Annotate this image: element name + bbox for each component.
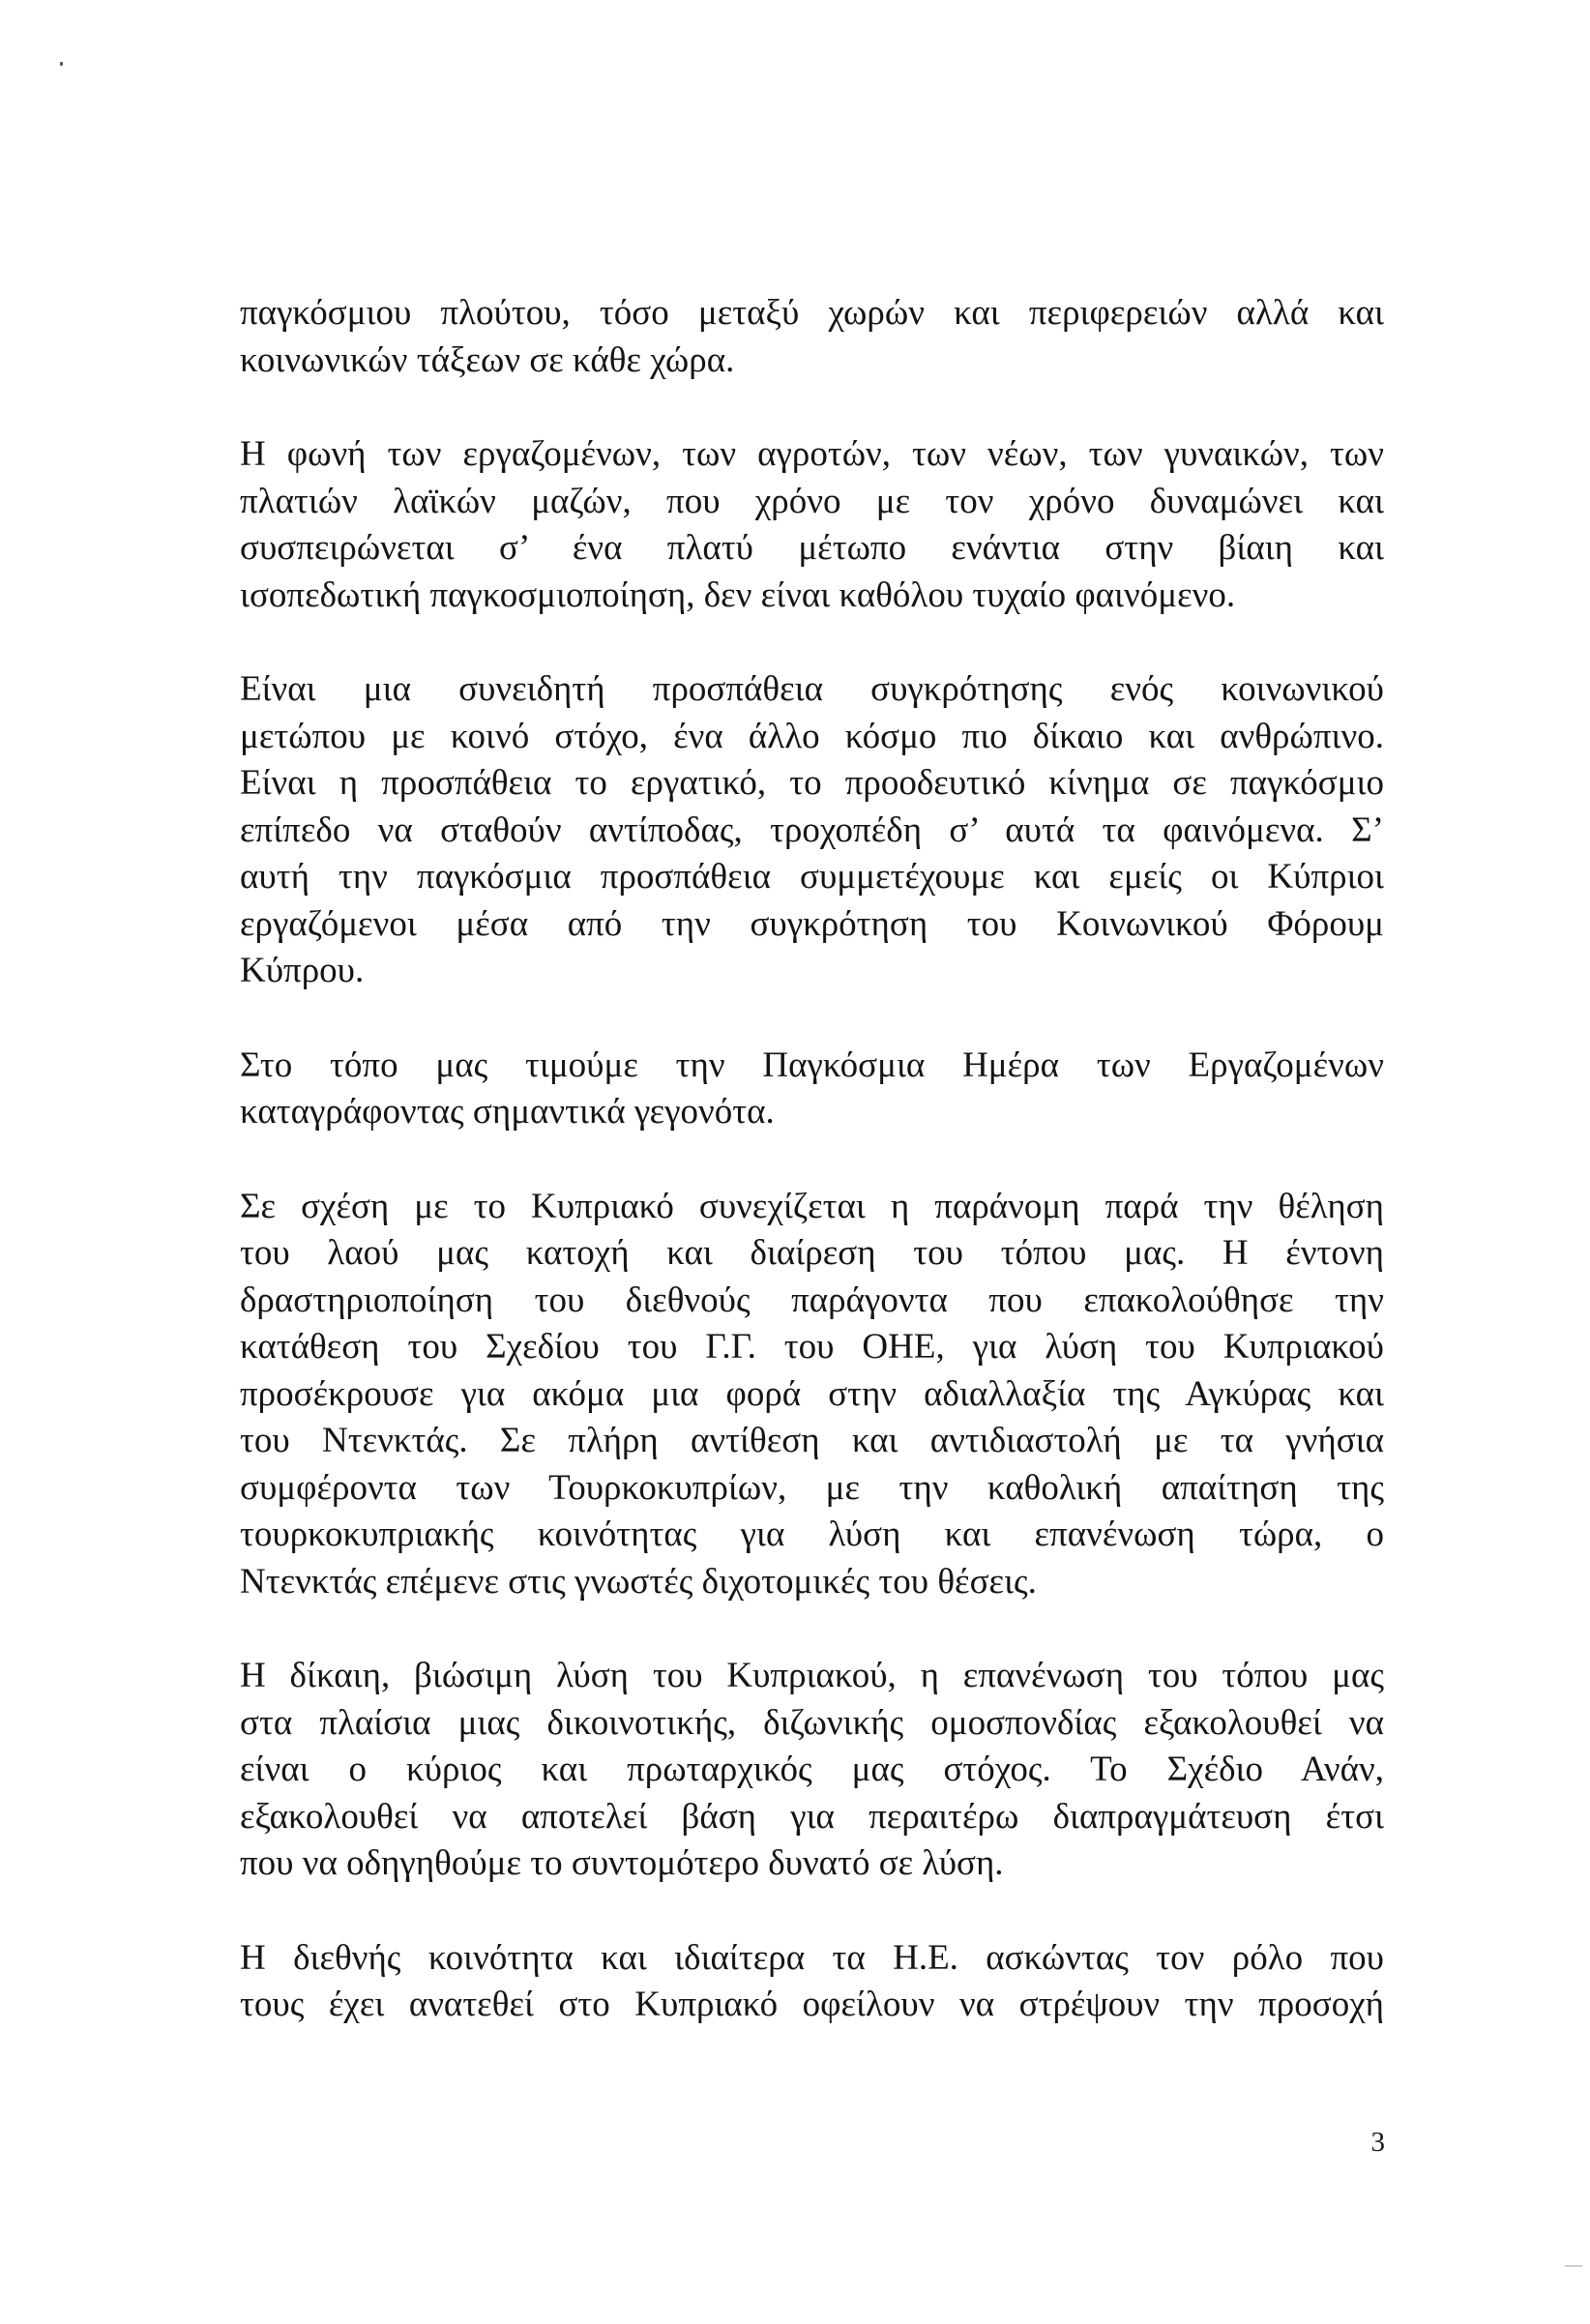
text-line: κοινωνικών τάξεων σε κάθε χώρα. <box>240 339 735 380</box>
text-line: του λαού μας κατοχή και διαίρεση του τόπου μας. Η έντονη <box>240 1233 1384 1273</box>
text-line: εξακολουθεί να αποτελεί βάση για περαιτέρω διαπραγμάτευση έτσι <box>240 1796 1384 1837</box>
text-line: Η διεθνής κοινότητα και ιδιαίτερα τα Η.Ε. ασκώντας τον ρόλο που <box>240 1937 1384 1978</box>
text-line: του Ντενκτάς. Σε πλήρη αντίθεση και αντιδιαστολή με τα γνήσια <box>240 1421 1384 1460</box>
text-line: Στο τόπο μας τιμούμε την Παγκόσμια Ημέρα των Εργαζομένων <box>240 1044 1384 1085</box>
paragraph-2 <box>240 431 1384 619</box>
text-line: Κύπρου. <box>240 951 365 990</box>
text-line: εργαζόμενοι μέσα από την συγκρότηση του Κοινωνικού Φόρουμ <box>240 903 1384 944</box>
scan-speck <box>60 62 63 66</box>
text-line: Η φωνή των εργαζομένων, των αγροτών, των νέων, των γυναικών, των <box>240 434 1384 474</box>
text-line: παγκόσμιου πλούτου, τόσο μεταξύ χωρών και περιφερειών αλλά και <box>240 293 1384 333</box>
text-line: είναι ο κύριος και πρωταρχικός μας στόχος. Το Σχέδιο Ανάν, <box>240 1750 1384 1789</box>
text-line: συμφέροντα των Τουρκοκυπρίων, με την καθολική απαίτηση της <box>240 1467 1384 1508</box>
paragraph-4 <box>240 1043 1384 1136</box>
text-line: στα πλαίσια μιας δικοινοτικής, διζωνικής ομοσπονδίας εξακολουθεί να <box>240 1702 1384 1743</box>
text-line: Ντενκτάς επέμενε στις γνωστές διχοτομικές του θέσεις. <box>240 1561 1037 1602</box>
text-line: τους έχει ανατεθεί στο Κυπριακό οφείλουν να στρέψουν την προσοχή <box>240 1985 1384 2024</box>
text-line: Είναι η προσπάθεια το εργατικό, το προοδευτικό κίνημα σε παγκόσμιο <box>240 763 1384 803</box>
paragraph-3 <box>240 666 1384 995</box>
text-line: προσέκρουσε για ακόμα μια φορά στην αδιαλλαξία της Αγκύρας και <box>240 1373 1384 1414</box>
text-line: μετώπου με κοινό στόχο, ένα άλλο κόσμο πιο δίκαιο και ανθρώπινο. <box>240 716 1384 756</box>
text-line: Είναι μια συνειδητή προσπάθεια συγκρότησης ενός κοινωνικού <box>240 669 1384 709</box>
document-body <box>240 290 1384 2076</box>
page-number: 3 <box>1370 2127 1385 2158</box>
text-line: κατάθεση του Σχεδίου του Γ.Γ. του ΟΗΕ, για λύση του Κυπριακού <box>240 1327 1384 1367</box>
text-line: καταγράφοντας σημαντικά γεγονότα. <box>240 1092 775 1132</box>
text-line: τουρκοκυπριακής κοινότητας για λύση και επανένωση τώρα, ο <box>240 1515 1384 1554</box>
text-line: επίπεδο να σταθούν αντίποδας, τροχοπέδη σ’ αυτά τα φαινόμενα. Σ’ <box>240 809 1384 850</box>
paragraph-6 <box>240 1653 1384 1888</box>
paragraph-5 <box>240 1184 1384 1606</box>
text-line: Σε σχέση με το Κυπριακό συνεχίζεται η παράνομη παρά την θέληση <box>240 1186 1384 1226</box>
text-line: πλατιών λαϊκών μαζών, που χρόνο με τον χρόνο δυναμώνει και <box>240 481 1384 521</box>
scan-edge-mark <box>1565 2265 1582 2267</box>
text-line: που να οδηγηθούμε το συντομότερο δυνατό σε λύση. <box>240 1843 1004 1883</box>
text-line: ισοπεδωτική παγκοσμιοποίηση, δεν είναι καθόλου τυχαίο φαινόμενο. <box>240 574 1236 615</box>
text-line: δραστηριοποίηση του διεθνούς παράγοντα που επακολούθησε την <box>240 1280 1384 1320</box>
paragraph-1 <box>240 290 1384 384</box>
text-line: συσπειρώνεται σ’ ένα πλατύ μέτωπο ενάντια στην βίαιη και <box>240 528 1384 568</box>
text-line: αυτή την παγκόσμια προσπάθεια συμμετέχουμε και εμείς οι Κύπριοι <box>240 857 1384 897</box>
text-line: Η δίκαιη, βιώσιμη λύση του Κυπριακού, η επανένωση του τόπου μας <box>240 1656 1384 1695</box>
paragraph-7 <box>240 1935 1384 2029</box>
